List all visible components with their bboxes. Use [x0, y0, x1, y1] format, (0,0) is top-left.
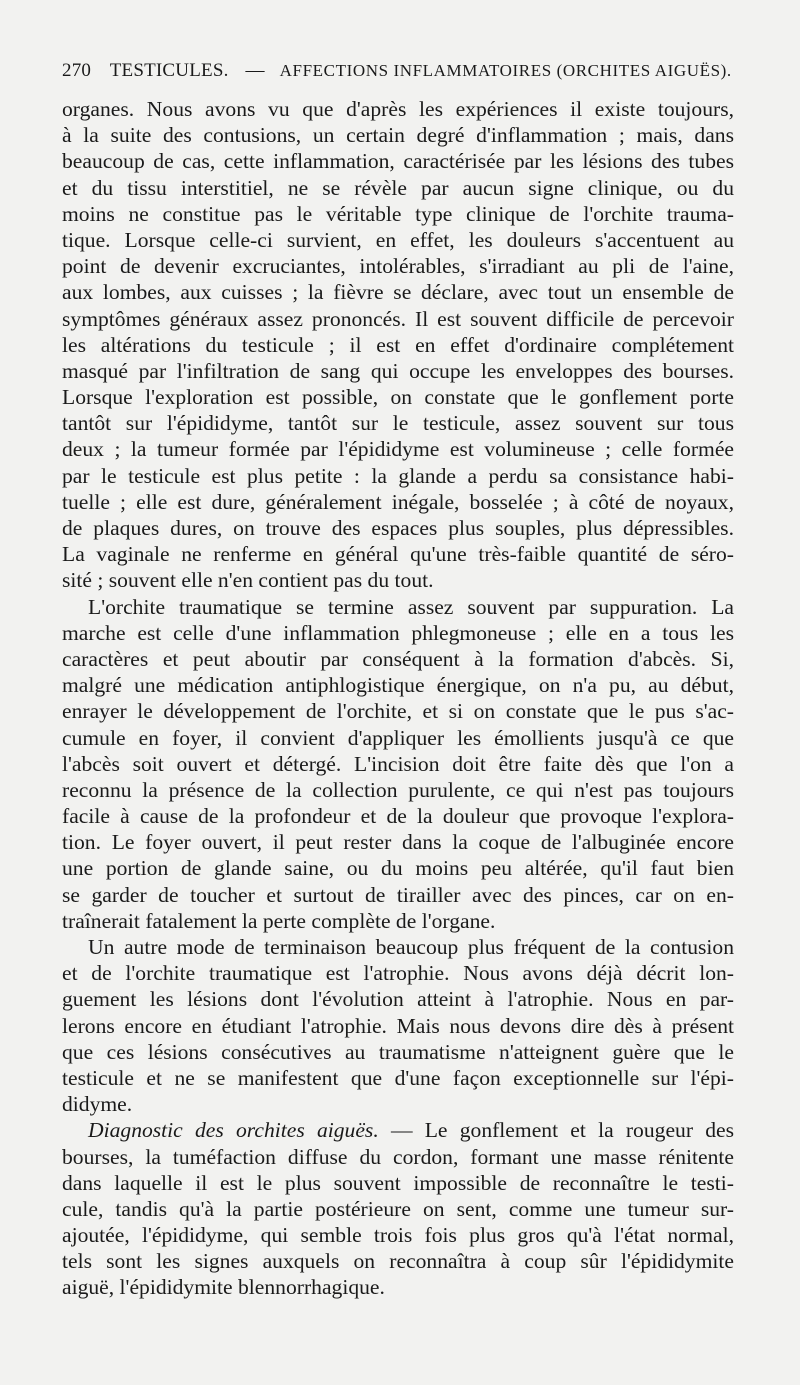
running-head-dash: —: [245, 60, 265, 81]
text-line: tuelle ; elle est dure, généralement inégale, bosselée ; à côté de noyaux,: [62, 489, 734, 514]
text-line: dans laquelle il est le plus souvent impossible de reconnaître le testi-: [62, 1170, 734, 1195]
text-line: beaucoup de cas, cette inflammation, caractérisée par les lésions des tubes: [62, 149, 734, 174]
text-line: marche est celle d'une inflammation phlegmoneuse ; elle en a tous les: [62, 620, 734, 645]
text-line: ajoutée, l'épididyme, qui semble trois fois plus gros qu'à l'état normal,: [62, 1223, 734, 1248]
text-line: de plaques dures, on trouve des espaces plus souples, plus dépressibles.: [62, 516, 734, 540]
text-line: lerons encore en étudiant l'atrophie. Mais nous devons dire dès à présent: [62, 1013, 734, 1038]
text-line: aux lombes, aux cuisses ; la fièvre se déclare, avec tout un ensemble de: [62, 280, 734, 305]
text-line: sité ; souvent elle n'en contient pas du tout.: [62, 568, 434, 593]
text-line: et du tissu interstitiel, ne se révèle par aucun signe clinique, ou du: [62, 175, 734, 200]
running-head: [62, 60, 742, 90]
text-line: facile à cause de la profondeur et de la douleur que provoque l'explora-: [62, 804, 734, 829]
text-line: testicule et ne se manifestent que d'une façon exceptionnelle sur l'épi-: [62, 1065, 734, 1090]
text-line: aiguë, l'épididymite blennorrhagique.: [62, 1275, 385, 1300]
text-line: l'abcès soit ouvert et détergé. L'incision doit être faite dès que l'on a: [62, 751, 734, 776]
text-line: par le testicule est plus petite : la glande a perdu sa consistance habi-: [62, 463, 734, 488]
text-line: une portion de glande saine, ou du moins peu altérée, qu'il faut bien: [62, 856, 734, 881]
text-line: traînerait fatalement la perte complète de l'organe.: [62, 908, 496, 933]
text-line: organes. Nous avons vu que d'après les expériences il existe toujours,: [62, 97, 734, 121]
text-line: tique. Lorsque celle-ci survient, en effet, les douleurs s'accentuent au: [62, 227, 734, 252]
text-line: didyme.: [62, 1092, 133, 1117]
section-heading-diagnostic: Diagnostic des orchites aiguës.: [88, 1118, 379, 1143]
text-line: tels sont les signes auxquels on reconnaîtra à coup sûr l'épididymite: [62, 1249, 734, 1274]
text-line: reconnu la présence de la collection purulente, ce qui n'est pas toujours: [62, 777, 734, 802]
text-line: bourses, la tuméfaction diffuse du cordon, formant une masse rénitente: [62, 1144, 734, 1169]
text-line: les altérations du testicule ; il est en effet d'ordinaire complétement: [62, 332, 734, 357]
text-line: enrayer le développement de l'orchite, et si on constate que le pus s'ac-: [62, 699, 734, 724]
text-line: point de devenir excruciantes, intolérables, s'irradiant au pli de l'aine,: [62, 254, 734, 279]
text-line: cumule en foyer, il convient d'appliquer les émollients jusqu'à ce que: [62, 725, 734, 750]
text-line: caractères et peut aboutir par conséquent à la formation d'abcès. Si,: [62, 646, 734, 671]
text-line: deux ; la tumeur formée par l'épididyme est volumineuse ; celle formée: [62, 437, 734, 462]
text-line: et de l'orchite traumatique est l'atrophie. Nous avons déjà décrit lon-: [62, 961, 734, 986]
text-line: guement les lésions dont l'évolution atteint à l'atrophie. Nous en par-: [62, 987, 734, 1012]
text-line: L'orchite traumatique se termine assez souvent par suppuration. La: [88, 594, 734, 619]
text-line: moins ne constitue pas le véritable type clinique de l'orchite trauma-: [62, 201, 734, 226]
text-line: masqué par l'infiltration de sang qui occupe les enveloppes des bourses.: [62, 358, 734, 383]
body-text: [62, 96, 734, 1301]
running-head-subject: AFFECTIONS INFLAMMATOIRES (ORCHITES AIGUËS).: [279, 61, 732, 80]
text-line: tantôt sur l'épididyme, tantôt sur le testicule, assez souvent sur tous: [62, 411, 734, 436]
text-line: que ces lésions consécutives au traumatisme n'atteignent guère que le: [62, 1039, 734, 1064]
text-line: tion. Le foyer ouvert, il peut rester dans la coque de l'albuginée encore: [62, 830, 734, 855]
text-line: à la suite des contusions, un certain degré d'inflammation ; mais, dans: [62, 123, 734, 148]
text-line: se garder de toucher et surtout de tirailler avec des pinces, car on en-: [62, 882, 734, 907]
text-line: La vaginale ne renferme en général qu'une très-faible quantité de séro-: [62, 542, 734, 567]
text-line: symptômes généraux assez prononcés. Il est souvent difficile de percevoir: [62, 306, 734, 331]
text-line: Un autre mode de terminaison beaucoup plus fréquent de la contusion: [88, 935, 734, 959]
text-line: malgré une médication antiphlogistique énergique, on n'a pu, au début,: [62, 673, 734, 698]
running-head-section: TESTICULES.: [109, 60, 229, 81]
text-line: cule, tandis qu'à la partie postérieure on sent, comme une tumeur sur-: [62, 1196, 734, 1221]
heading-continuation: — Le gonflement et la rougeur des: [378, 1118, 734, 1143]
page-number: 270: [62, 60, 92, 81]
text-line: Lorsque l'exploration est possible, on constate que le gonflement porte: [62, 385, 734, 410]
text-line: [62, 1117, 734, 1143]
